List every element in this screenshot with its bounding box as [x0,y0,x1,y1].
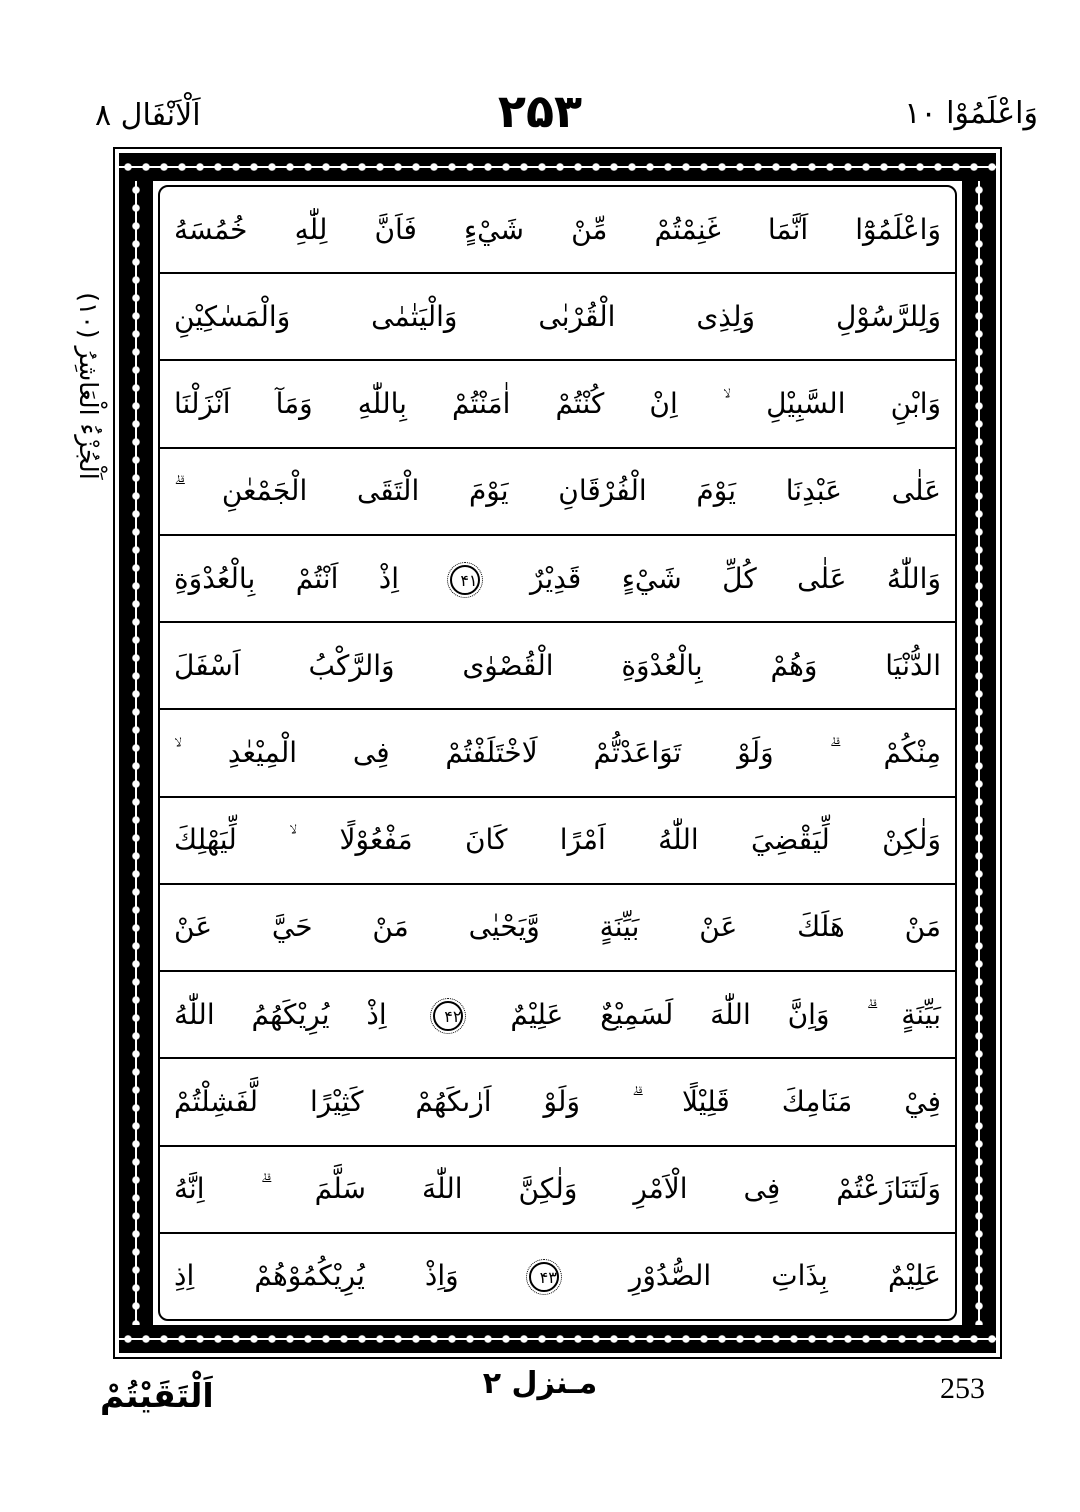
quran-line [160,883,955,970]
catchword-next-page: اَلْتَقَيْتُمْ [100,1376,214,1415]
quran-line [160,359,955,446]
quran-line-text [160,1168,955,1210]
quran-text-segment: وَلِلرَّسُوْلِ وَلِذِى الْقُرْبٰى وَالْيَتٰمٰى وَالْمَسٰكِيْنِ [174,299,941,333]
quran-line [160,1232,955,1319]
quran-line [160,796,955,883]
frame-border-top [119,153,996,181]
juz-name-label: وَاعْلَمُوْا ١٠ [904,96,1038,131]
manzil-label: مـنزل ٢ [482,1366,598,1401]
quran-text-segment: اِذْ يُرِيْكَهُمُ اللّٰهُ [174,997,387,1031]
quran-text-segment: مِنْكُمْ ۗ وَلَوْ تَوَاعَدْتُّمْ لَاخْتَلَفْتُمْ فِى الْمِيْعٰدِ ۙ [174,736,941,770]
quran-line [160,272,955,359]
page-number-arabic: ۲۵۳ [497,84,583,138]
margin-juz-label: اَلْجُزْءُ الْعَاشِرُ (١٠) [74,292,103,480]
quran-line [160,534,955,621]
quran-text-segment: عَلِيْمٌ بِذَاتِ الصُّدُوْرِ [628,1259,942,1293]
surah-name-label: اَلْاَنْفَال ٨ [95,98,201,133]
quran-line-text [160,819,955,861]
verse-number-rosette: ۴۱ [450,565,480,595]
quran-line-text [160,1081,955,1123]
page-number-latin: 253 [940,1372,985,1405]
quran-text-segment: الدُّنْيَا وَهُمْ بِالْعُدْوَةِ الْقُصْوٰى وَالرَّكْبُ اَسْفَلَ [174,648,941,682]
frame-border-right [119,181,153,1325]
verse-number-rosette: ۴۲ [433,1001,463,1031]
quran-text-segment: فِيْ مَنَامِكَ قَلِيْلًا ۗ وَلَوْ اَرٰىكَهُمْ كَثِيْرًا لَّفَشِلْتُمْ [174,1084,941,1118]
quran-line-text [160,383,955,425]
quran-line [160,1145,955,1232]
quran-line [160,970,955,1057]
quran-text-segment: وَلٰكِنْ لِّيَقْضِيَ اللّٰهُ اَمْرًا كَانَ مَفْعُوْلًا ۙ لِّيَهْلِكَ [174,823,941,857]
quran-line-text [160,1255,955,1297]
quran-line [160,708,955,795]
quran-line [160,187,955,272]
quran-line-text [160,209,955,251]
frame-border-left [962,181,996,1325]
quran-line [160,447,955,534]
verse-number-rosette: ۴۳ [529,1262,559,1292]
quran-line-text [160,296,955,338]
quran-text-segment: وَاللّٰهُ عَلٰى كُلِّ شَيْءٍ قَدِيْرٌ [529,561,941,595]
quran-line-text [160,906,955,948]
quran-text-segment: وَلَتَنَازَعْتُمْ فِى الْاَمْرِ وَلٰكِنَّ اللّٰهَ سَلَّمَ ۗ اِنَّهُ [174,1172,941,1206]
quran-text-segment: وَابْنِ السَّبِيْلِ ۙ اِنْ كُنْتُمْ اٰمَنْتُمْ بِاللّٰهِ وَمَآ اَنْزَلْنَا [174,387,941,421]
quran-line-text [160,732,955,774]
quran-text-segment: بَيِّنَةٍ ۗ وَاِنَّ اللّٰهَ لَسَمِيْعٌ عَلِيْمٌ [510,997,941,1031]
quran-line-text [160,558,955,600]
quran-text-segment: اِذْ اَنْتُمْ بِالْعُدْوَةِ [174,561,400,595]
quran-line [160,1057,955,1144]
quran-text-segment: وَاِذْ يُرِيْكُمُوْهُمْ اِذِ [174,1259,459,1293]
quran-lines [158,185,957,1321]
quran-text-segment: عَلٰى عَبْدِنَا يَوْمَ الْفُرْقَانِ يَوْمَ الْتَقَى الْجَمْعٰنِ ۗ [174,474,941,508]
quran-line-text [160,470,955,512]
ornamental-frame [113,147,1002,1359]
quran-line [160,621,955,708]
frame-border-bottom [119,1325,996,1353]
quran-line-text [160,645,955,687]
quran-text-segment: مَنْ هَلَكَ عَنْ بَيِّنَةٍ وَّيَحْيٰى مَنْ حَيَّ عَنْ [174,910,941,944]
quran-line-text [160,994,955,1036]
quran-text-segment: وَاعْلَمُوْٓا اَنَّمَا غَنِمْتُمْ مِّنْ شَيْءٍ فَاَنَّ لِلّٰهِ خُمُسَهُ [174,212,941,246]
